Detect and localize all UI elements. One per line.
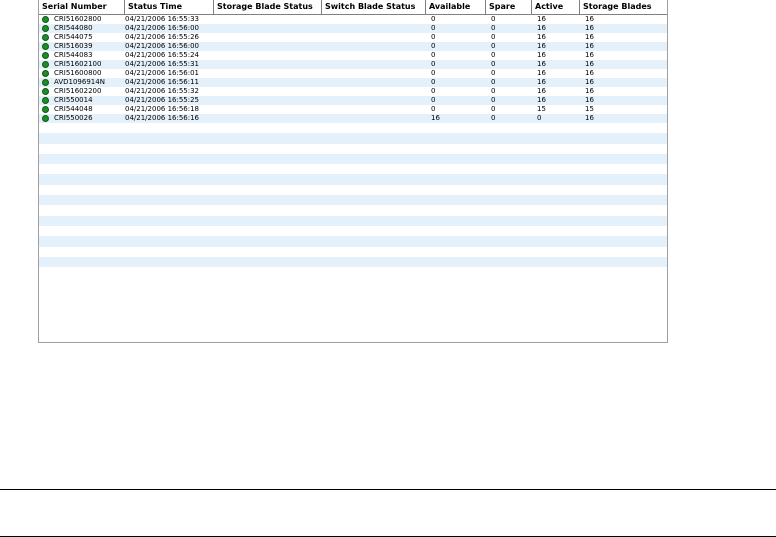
cell-switch-status <box>322 42 426 51</box>
cell-serial <box>39 69 125 78</box>
cell-text: 04/21/2006 16:55:31 <box>125 60 200 68</box>
cell-storage-status <box>214 96 322 105</box>
cell-text: 0 <box>491 87 496 95</box>
cell-storage-status <box>214 24 322 33</box>
cell-text: 16 <box>537 33 546 41</box>
cell-storage-status <box>214 78 322 87</box>
status-ok-icon <box>42 106 49 113</box>
cell-spare <box>486 87 532 96</box>
cell-text: 0 <box>491 15 496 23</box>
cell-active <box>532 15 580 24</box>
cell-text: CRI516039 <box>54 42 93 50</box>
status-ok-icon <box>42 34 49 41</box>
cell-spare <box>486 105 532 114</box>
cell-storage-status <box>214 69 322 78</box>
cell-text: 0 <box>491 105 496 113</box>
empty-row <box>39 144 667 154</box>
cell-text: 16 <box>537 15 546 23</box>
status-ok-icon <box>42 16 49 23</box>
empty-row <box>39 267 667 277</box>
cell-text: 0 <box>431 78 436 86</box>
table-header <box>39 0 667 15</box>
cell-serial <box>39 105 125 114</box>
cell-serial <box>39 42 125 51</box>
cell-storage-status <box>214 87 322 96</box>
cell-spare <box>486 42 532 51</box>
cell-text: 04/21/2006 16:55:33 <box>125 15 200 23</box>
status-ok-icon <box>42 115 49 122</box>
cell-switch-status <box>322 114 426 123</box>
cell-switch-status <box>322 69 426 78</box>
cell-serial <box>39 33 125 42</box>
cell-available <box>426 96 486 105</box>
cell-time <box>125 105 214 114</box>
cell-blades <box>580 24 667 33</box>
cell-text: 16 <box>537 51 546 59</box>
cell-text: 0 <box>491 33 496 41</box>
cell-time <box>125 78 214 87</box>
cell-text: 16 <box>537 87 546 95</box>
empty-row <box>39 174 667 184</box>
enclosure-status-table <box>38 0 668 343</box>
cell-text: 04/21/2006 16:55:32 <box>125 87 200 95</box>
cell-time <box>125 15 214 24</box>
cell-available <box>426 33 486 42</box>
cell-storage-status <box>214 42 322 51</box>
cell-text: 16 <box>585 87 594 95</box>
status-ok-icon <box>42 79 49 86</box>
cell-storage-status <box>214 60 322 69</box>
cell-active <box>532 60 580 69</box>
cell-text: CRI544080 <box>54 24 93 32</box>
cell-text: 0 <box>491 60 496 68</box>
column-header-spare[interactable]: Spare <box>486 0 532 14</box>
cell-text: 16 <box>537 69 546 77</box>
cell-text: 04/21/2006 16:56:01 <box>125 69 200 77</box>
cell-text: 0 <box>491 24 496 32</box>
cell-serial <box>39 24 125 33</box>
cell-text: 0 <box>431 96 436 104</box>
cell-spare <box>486 78 532 87</box>
cell-text: 16 <box>431 114 440 122</box>
cell-serial <box>39 78 125 87</box>
cell-blades <box>580 15 667 24</box>
cell-spare <box>486 114 532 123</box>
cell-text: 16 <box>537 24 546 32</box>
cell-time <box>125 24 214 33</box>
cell-switch-status <box>322 78 426 87</box>
cell-blades <box>580 87 667 96</box>
cell-blades <box>580 114 667 123</box>
table-row[interactable] <box>39 15 667 24</box>
table-row[interactable] <box>39 60 667 69</box>
cell-text: 16 <box>537 78 546 86</box>
cell-text: 0 <box>431 15 436 23</box>
cell-serial <box>39 60 125 69</box>
cell-text: CRI544075 <box>54 33 93 41</box>
table-row[interactable] <box>39 114 667 123</box>
cell-spare <box>486 60 532 69</box>
cell-text: AVD1096914N <box>54 78 105 86</box>
cell-text: 0 <box>431 33 436 41</box>
cell-switch-status <box>322 24 426 33</box>
cell-text: 0 <box>491 96 496 104</box>
cell-time <box>125 33 214 42</box>
cell-text: 16 <box>585 114 594 122</box>
status-ok-icon <box>42 52 49 59</box>
cell-text: 04/21/2006 16:56:00 <box>125 42 200 50</box>
cell-text: 0 <box>491 69 496 77</box>
cell-serial <box>39 114 125 123</box>
column-header-status-time[interactable]: Status Time <box>125 0 214 14</box>
cell-available <box>426 69 486 78</box>
cell-text: 0 <box>431 105 436 113</box>
cell-available <box>426 15 486 24</box>
table-body <box>39 15 667 277</box>
cell-text: 16 <box>537 60 546 68</box>
cell-text: 16 <box>585 60 594 68</box>
table-row[interactable] <box>39 24 667 33</box>
cell-text: 0 <box>431 87 436 95</box>
cell-available <box>426 114 486 123</box>
cell-time <box>125 96 214 105</box>
cell-active <box>532 87 580 96</box>
cell-text: 0 <box>431 60 436 68</box>
cell-blades <box>580 51 667 60</box>
cell-switch-status <box>322 96 426 105</box>
cell-text: CRI51602800 <box>54 15 102 23</box>
cell-text: 16 <box>585 78 594 86</box>
cell-active <box>532 78 580 87</box>
cell-text: CRI544083 <box>54 51 93 59</box>
cell-text: 16 <box>585 51 594 59</box>
table-row[interactable] <box>39 105 667 114</box>
cell-serial <box>39 87 125 96</box>
cell-serial <box>39 15 125 24</box>
cell-serial <box>39 96 125 105</box>
cell-text: 04/21/2006 16:55:25 <box>125 96 200 104</box>
cell-text: 16 <box>585 69 594 77</box>
cell-text: 0 <box>537 114 542 122</box>
cell-blades <box>580 105 667 114</box>
table-row[interactable] <box>39 69 667 78</box>
cell-available <box>426 42 486 51</box>
column-header-available[interactable]: Available <box>426 0 486 14</box>
cell-active <box>532 24 580 33</box>
cell-text: 04/21/2006 16:56:00 <box>125 24 200 32</box>
cell-available <box>426 78 486 87</box>
cell-text: 0 <box>431 69 436 77</box>
cell-storage-status <box>214 105 322 114</box>
table-row[interactable] <box>39 78 667 87</box>
cell-switch-status <box>322 105 426 114</box>
cell-switch-status <box>322 87 426 96</box>
cell-time <box>125 51 214 60</box>
cell-blades <box>580 42 667 51</box>
cell-spare <box>486 69 532 78</box>
cell-text: 16 <box>585 15 594 23</box>
cell-text: 15 <box>537 105 546 113</box>
cell-text: 16 <box>585 24 594 32</box>
cell-text: 04/21/2006 16:55:24 <box>125 51 200 59</box>
cell-storage-status <box>214 51 322 60</box>
cell-text: CRI550014 <box>54 96 93 104</box>
empty-row <box>39 185 667 195</box>
cell-text: 0 <box>491 42 496 50</box>
cell-switch-status <box>322 15 426 24</box>
cell-text: 04/21/2006 16:56:11 <box>125 78 200 86</box>
cell-text: 16 <box>537 96 546 104</box>
empty-row <box>39 226 667 236</box>
cell-active <box>532 69 580 78</box>
table-row[interactable] <box>39 51 667 60</box>
cell-blades <box>580 60 667 69</box>
cell-spare <box>486 33 532 42</box>
cell-text: CRI51602200 <box>54 87 102 95</box>
cell-available <box>426 51 486 60</box>
cell-available <box>426 60 486 69</box>
table-row[interactable] <box>39 42 667 51</box>
cell-serial <box>39 51 125 60</box>
cell-storage-status <box>214 33 322 42</box>
empty-row <box>39 205 667 215</box>
empty-row <box>39 236 667 246</box>
cell-available <box>426 24 486 33</box>
cell-storage-status <box>214 15 322 24</box>
cell-active <box>532 42 580 51</box>
empty-row <box>39 247 667 257</box>
table-row[interactable] <box>39 87 667 96</box>
cell-spare <box>486 15 532 24</box>
cell-text: 0 <box>431 24 436 32</box>
empty-row <box>39 164 667 174</box>
column-header-storage-blade-status[interactable]: Storage Blade Status <box>214 0 322 14</box>
empty-row <box>39 154 667 164</box>
cell-blades <box>580 69 667 78</box>
cell-text: 04/21/2006 16:56:16 <box>125 114 200 122</box>
status-ok-icon <box>42 25 49 32</box>
status-ok-icon <box>42 43 49 50</box>
cell-text: 16 <box>585 96 594 104</box>
column-header-active[interactable]: Active <box>532 0 580 14</box>
empty-row <box>39 123 667 133</box>
status-ok-icon <box>42 61 49 68</box>
cell-blades <box>580 96 667 105</box>
column-header-serial-number[interactable]: Serial Number <box>39 0 125 14</box>
cell-text: 0 <box>491 78 496 86</box>
cell-text: CRI544048 <box>54 105 93 113</box>
cell-blades <box>580 78 667 87</box>
cell-text: 0 <box>491 114 496 122</box>
cell-text: 0 <box>431 42 436 50</box>
cell-active <box>532 51 580 60</box>
empty-row <box>39 133 667 143</box>
cell-time <box>125 87 214 96</box>
cell-text: 0 <box>491 51 496 59</box>
cell-text: 15 <box>585 105 594 113</box>
empty-row <box>39 216 667 226</box>
status-ok-icon <box>42 97 49 104</box>
cell-time <box>125 60 214 69</box>
cell-text: 04/21/2006 16:55:26 <box>125 33 200 41</box>
cell-spare <box>486 96 532 105</box>
cell-available <box>426 105 486 114</box>
cell-switch-status <box>322 60 426 69</box>
divider-rule-top <box>0 489 776 490</box>
cell-switch-status <box>322 33 426 42</box>
cell-text: 16 <box>585 42 594 50</box>
cell-time <box>125 69 214 78</box>
cell-storage-status <box>214 114 322 123</box>
cell-blades <box>580 33 667 42</box>
empty-row <box>39 257 667 267</box>
cell-active <box>532 114 580 123</box>
cell-spare <box>486 24 532 33</box>
cell-active <box>532 33 580 42</box>
cell-available <box>426 87 486 96</box>
table-row[interactable] <box>39 33 667 42</box>
cell-text: 16 <box>537 42 546 50</box>
cell-time <box>125 42 214 51</box>
status-ok-icon <box>42 88 49 95</box>
cell-time <box>125 114 214 123</box>
column-header-switch-blade-status[interactable]: Switch Blade Status <box>322 0 426 14</box>
cell-text: CRI550026 <box>54 114 93 122</box>
column-header-storage-blades[interactable]: Storage Blades <box>583 2 652 11</box>
cell-text: 04/21/2006 16:56:18 <box>125 105 200 113</box>
cell-text: 16 <box>585 33 594 41</box>
table-row[interactable] <box>39 96 667 105</box>
cell-text: CRI51600800 <box>54 69 102 77</box>
status-ok-icon <box>42 70 49 77</box>
cell-text: 0 <box>431 51 436 59</box>
empty-row <box>39 195 667 205</box>
cell-active <box>532 105 580 114</box>
cell-active <box>532 96 580 105</box>
cell-switch-status <box>322 51 426 60</box>
cell-text: CRI51602100 <box>54 60 102 68</box>
cell-spare <box>486 51 532 60</box>
